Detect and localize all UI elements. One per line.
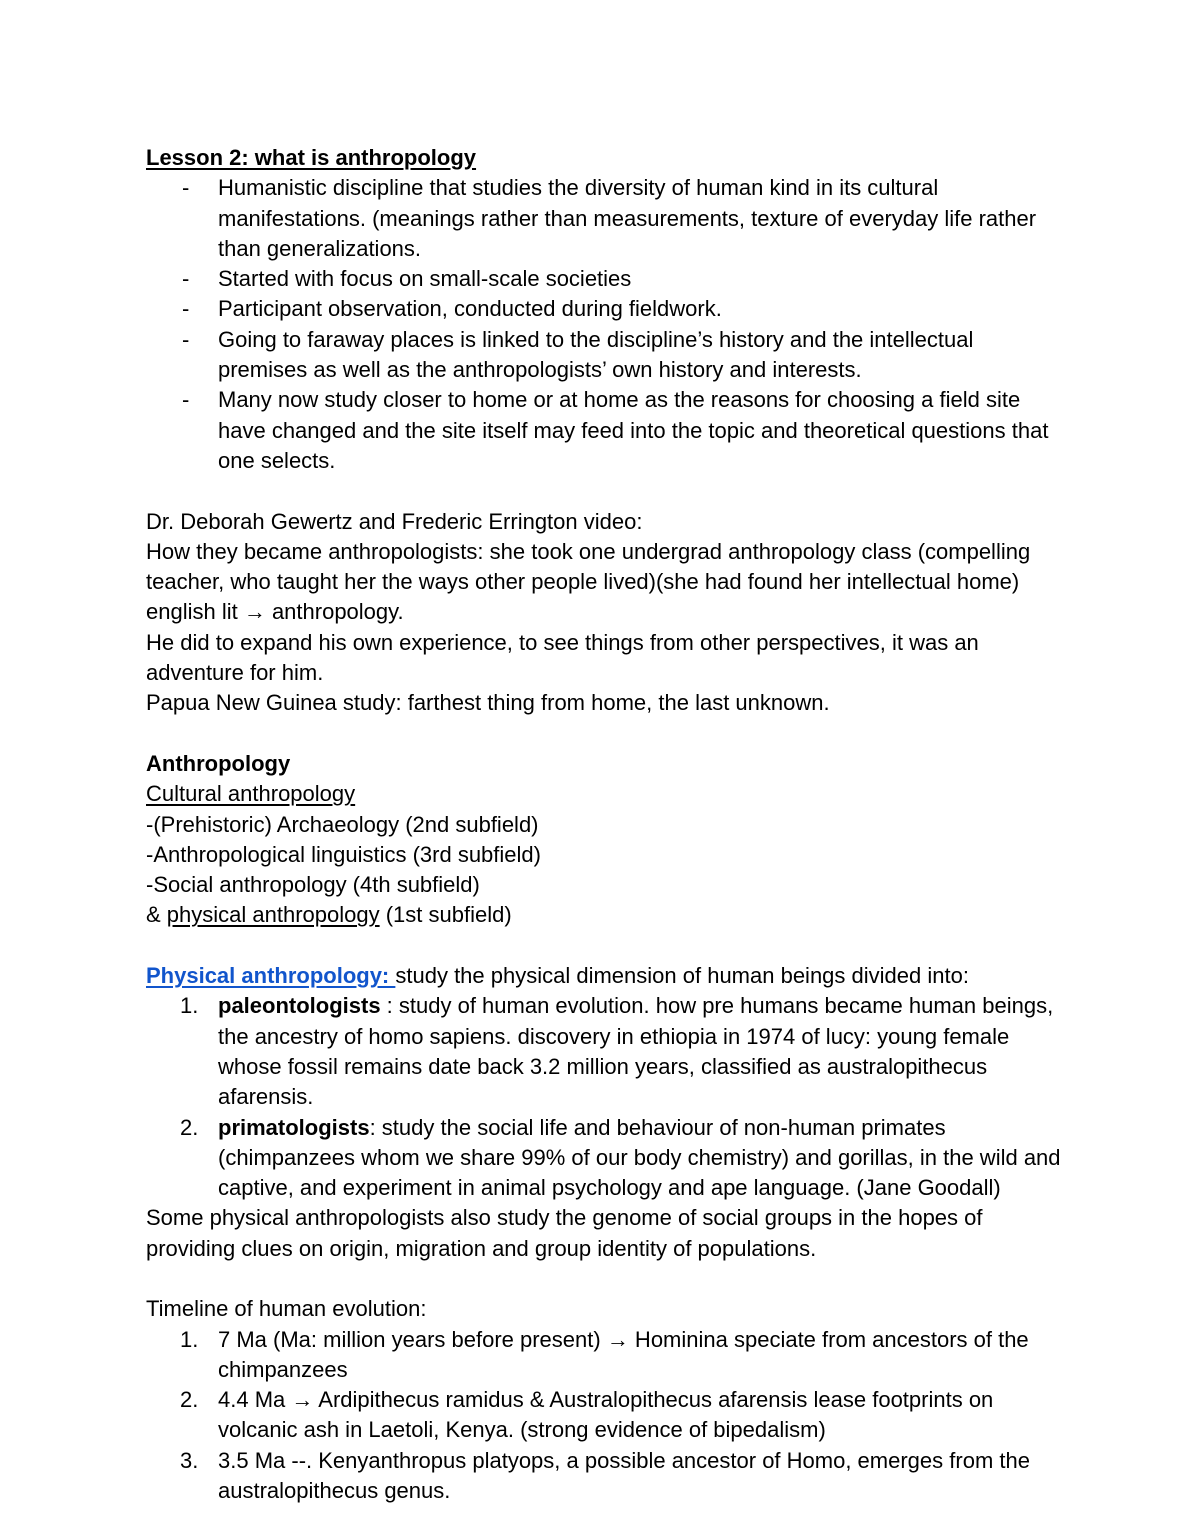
list-text: : study the social life and behaviour of non-human primates (chimpanzees whom we share 99% of our body chemistry) and gorillas, in the wild and captive, and experiment in animal psychology and ape language. (Jane Goodall) (218, 1114, 1061, 1201)
list-text: 7 Ma (Ma: million years before present) → Hominina speciate from ancestors of the chimpanzees (218, 1326, 1029, 1382)
list-item (146, 325, 1066, 386)
timeline-list (146, 1325, 1066, 1507)
list-text: : study of human evolution. how pre humans became human beings, the ancestry of homo sapiens. discovery in ethiopia in 1974 of lucy: young female whose fossil remains date back 3.2 million years, classified as australopithecus afarensis. (218, 993, 1054, 1110)
list-item (146, 385, 1066, 476)
bullet-text: Going to faraway places is linked to the discipline’s history and the intellectual premises as well as the anthropologists’ own history and interests. (218, 326, 974, 383)
list-item (146, 1385, 1066, 1446)
list-term: primatologists (218, 1114, 370, 1140)
physical-intro-text: study the physical dimension of human beings divided into: (395, 963, 969, 989)
list-number: 3. (180, 1447, 199, 1473)
list-item (146, 294, 1066, 324)
physical-suffix: (1st subfield) (379, 902, 512, 928)
physical-anthropology-link[interactable]: Physical anthropology: (146, 963, 396, 989)
video-heading: Dr. Deborah Gewertz and Frederic Errington video: (146, 508, 643, 534)
anthropology-heading: Anthropology (146, 750, 291, 776)
subfield-line: -(Prehistoric) Archaeology (2nd subfield) (146, 811, 539, 837)
list-number: 2. (180, 1114, 199, 1140)
bullet-marker: - (182, 387, 190, 413)
timeline-heading: Timeline of human evolution: (146, 1296, 427, 1322)
list-text: 4.4 Ma → Ardipithecus ramidus & Australopithecus afarensis lease footprints on volcanic ash in Laetoli, Kenya. (strong evidence of bipedalism) (218, 1387, 994, 1443)
bullet-text: Started with focus on small-scale societies (218, 266, 632, 292)
spacer (146, 476, 1066, 506)
spacer (146, 719, 1066, 749)
bullet-marker: - (182, 266, 190, 292)
physical-prefix: & (146, 902, 167, 928)
list-item (146, 264, 1066, 294)
video-paragraph: He did to expand his own experience, to see things from other perspectives, it was an adventure for him. (146, 629, 979, 686)
lesson-bullet-list (146, 173, 1066, 476)
bullet-marker: - (182, 326, 190, 352)
list-term: paleontologists (218, 993, 381, 1019)
bullet-text: Participant observation, conducted during fieldwork. (218, 296, 722, 322)
spacer (146, 931, 1066, 961)
subfield-line (146, 900, 1066, 930)
bullet-marker: - (182, 296, 190, 322)
video-paragraph: How they became anthropologists: she took one undergrad anthropology class (compelling teacher, who taught her the ways other people lived)(she had found her intellectual home) english lit → anthropology. (146, 538, 1031, 625)
lesson-title: Lesson 2: what is anthropology (146, 145, 477, 170)
list-number: 1. (180, 1326, 199, 1352)
genome-paragraph: Some physical anthropologists also study the genome of social groups in the hopes of providing clues on origin, migration and group identity of populations. (146, 1205, 983, 1261)
bullet-text: Many now study closer to home or at home as the reasons for choosing a field site have changed and the site itself may feed into the topic and theoretical questions that one selects. (218, 387, 1049, 473)
physical-anthropology-label: physical anthropology (166, 902, 380, 928)
physical-subfield-list (146, 991, 1066, 1203)
list-number: 1. (180, 993, 199, 1019)
subfield-line: -Anthropological linguistics (3rd subfield) (146, 841, 541, 867)
spacer (146, 1264, 1066, 1294)
list-text: 3.5 Ma --. Kenyanthropus platyops, a possible ancestor of Homo, emerges from the australopithecus genus. (218, 1447, 1030, 1504)
document-page (146, 143, 1066, 1506)
list-item (146, 1446, 1066, 1507)
list-item (146, 1113, 1066, 1204)
subfield-line: -Social anthropology (4th subfield) (146, 872, 480, 898)
list-number: 2. (180, 1387, 199, 1413)
list-item (146, 991, 1066, 1112)
video-paragraph: Papua New Guinea study: farthest thing from home, the last unknown. (146, 690, 830, 716)
list-item (146, 1325, 1066, 1386)
cultural-anthropology-label: Cultural anthropology (146, 781, 356, 807)
physical-intro (146, 961, 1066, 991)
bullet-text: Humanistic discipline that studies the diversity of human kind in its cultural manifestations. (meanings rather than measurements, texture of everyday life rather than generalizations. (218, 175, 1037, 261)
list-item (146, 173, 1066, 264)
bullet-marker: - (182, 175, 190, 201)
